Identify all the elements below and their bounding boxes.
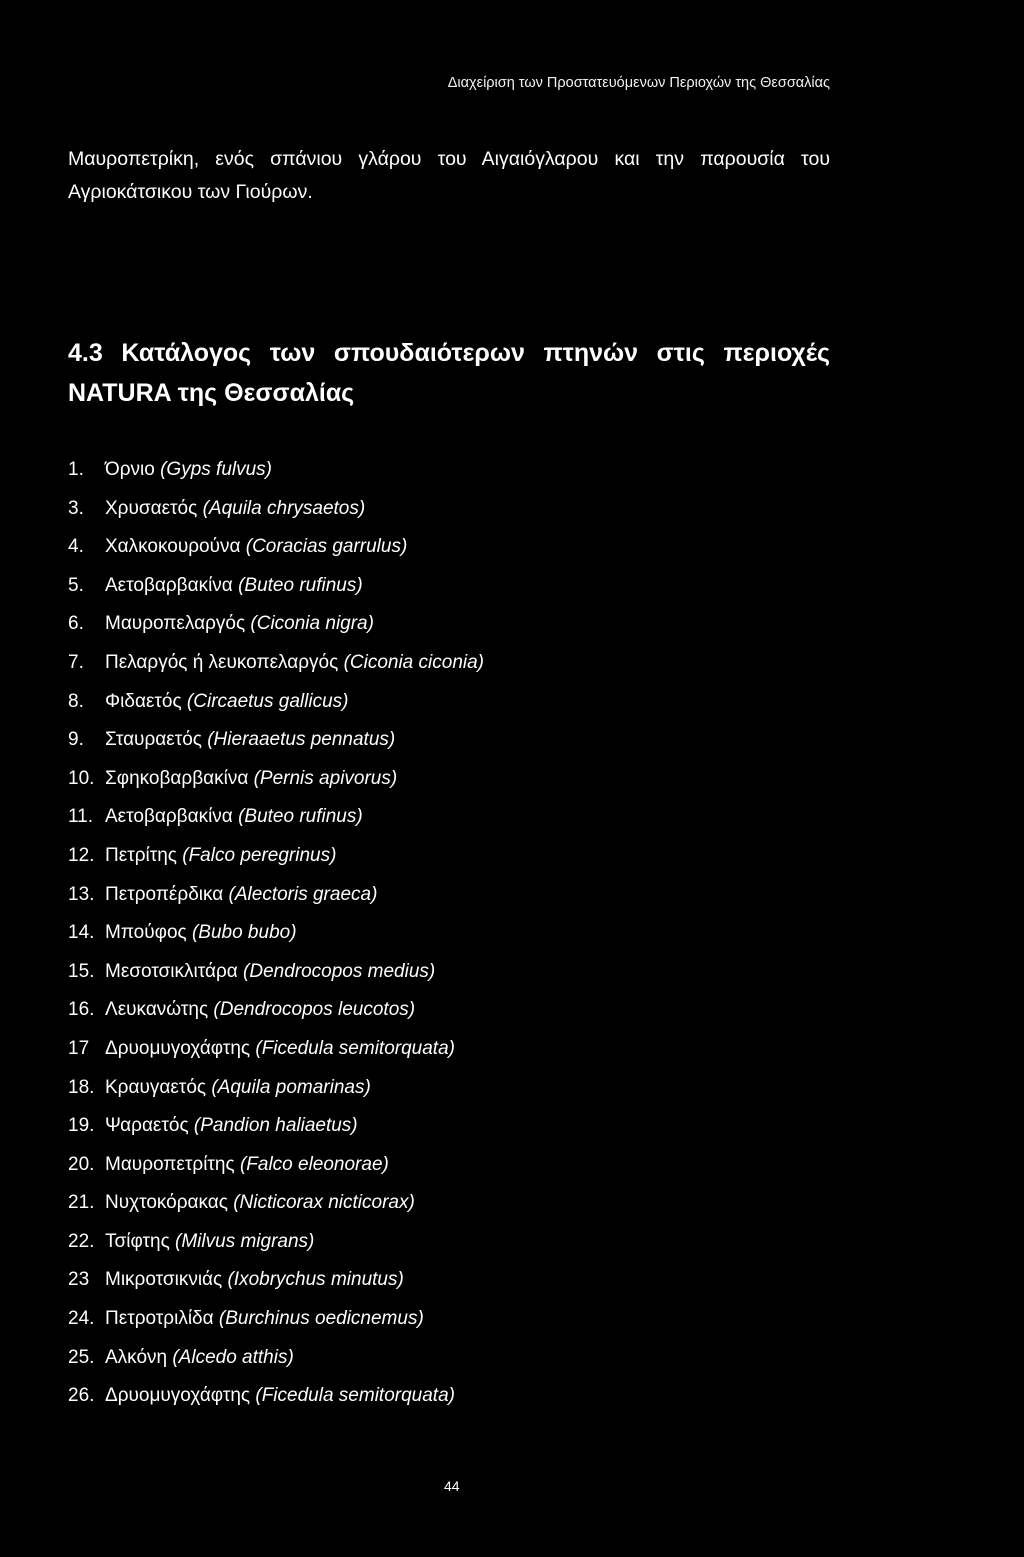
scientific-name: (Pernis apivorus) <box>253 767 398 789</box>
scientific-name: (Alcedo atthis) <box>172 1346 294 1368</box>
common-name: Μαυροπετρίτης <box>105 1153 235 1175</box>
item-text <box>105 456 272 495</box>
scientific-name: (Alectoris graeca) <box>228 883 378 905</box>
item-number: 5. <box>68 574 84 596</box>
list-item <box>68 456 484 495</box>
scientific-name: (Circaetus gallicus) <box>186 690 349 712</box>
item-number: 20. <box>68 1153 95 1175</box>
common-name: Σταυραετός <box>105 729 202 751</box>
scientific-name: (Falco peregrinus) <box>182 844 337 866</box>
list-item <box>68 803 484 842</box>
item-number: 19. <box>68 1115 95 1137</box>
scientific-name: (Ficedula semitorquata) <box>255 1385 455 1407</box>
page-number: 44 <box>444 1478 460 1494</box>
list-item <box>68 765 484 804</box>
item-number: 8. <box>68 690 84 712</box>
item-number: 10. <box>68 767 95 789</box>
list-item <box>68 649 484 688</box>
item-number: 24. <box>68 1308 95 1330</box>
item-number: 16. <box>68 999 95 1021</box>
list-item <box>68 495 484 534</box>
list-item <box>68 1112 484 1151</box>
common-name: Κραυγαετός <box>105 1076 207 1098</box>
common-name: Τσίφτης <box>105 1230 170 1252</box>
scientific-name: (Hieraaetus pennatus) <box>207 729 396 751</box>
list-item <box>68 1382 484 1421</box>
common-name: Χρυσαετός <box>105 497 198 519</box>
scientific-name: (Dendrocopos medius) <box>243 960 436 982</box>
scientific-name: (Milvus migrans) <box>175 1230 315 1252</box>
item-text <box>105 572 363 611</box>
common-name: Φιδαετός <box>105 690 182 712</box>
item-number: 17 <box>68 1037 90 1059</box>
scientific-name: (Coracias garrulus) <box>245 536 408 558</box>
list-item <box>68 610 484 649</box>
common-name: Ψαραετός <box>105 1115 189 1137</box>
scientific-name: (Falco eleonorae) <box>239 1153 389 1175</box>
list-item <box>68 1344 484 1383</box>
item-text <box>105 803 363 842</box>
item-text <box>105 842 336 881</box>
list-item <box>68 881 484 920</box>
item-number: 1. <box>68 459 84 480</box>
list-item <box>68 842 484 881</box>
item-number: 14. <box>68 922 95 944</box>
item-text <box>105 881 377 920</box>
scientific-name: (Pandion haliaetus) <box>193 1115 358 1137</box>
item-text <box>105 533 407 572</box>
item-text <box>105 1074 371 1113</box>
item-number: 26. <box>68 1385 95 1407</box>
list-item <box>68 996 484 1035</box>
item-text <box>105 495 365 534</box>
item-number: 22. <box>68 1230 95 1252</box>
item-text <box>105 1151 389 1190</box>
list-item <box>68 1228 484 1267</box>
list-item <box>68 688 484 727</box>
scientific-name: (Buteo rufinus) <box>238 806 363 828</box>
scientific-name: (Nicticorax nicticorax) <box>233 1192 415 1214</box>
scientific-name: (Bubo bubo) <box>191 922 297 944</box>
item-text <box>105 1382 455 1421</box>
scientific-name: (Aquila pomarinas) <box>211 1076 371 1098</box>
common-name: Πετροτριλίδα <box>105 1308 214 1330</box>
item-number: 23 <box>68 1269 90 1291</box>
list-item <box>68 726 484 765</box>
common-name: Αετοβαρβακίνα <box>105 806 233 828</box>
common-name: Σφηκοβαρβακίνα <box>105 767 249 789</box>
list-item <box>68 1189 484 1228</box>
item-number: 7. <box>68 651 84 673</box>
list-item <box>68 919 484 958</box>
scientific-name: (Dendrocopos leucotos) <box>213 999 416 1021</box>
common-name: Όρνιο <box>105 459 155 480</box>
common-name: Μικροτσικνιάς <box>105 1269 223 1291</box>
common-name: Πελαργός ή λευκοπελαργός <box>105 651 339 673</box>
scientific-name: (Ciconia nigra) <box>250 613 374 635</box>
list-item <box>68 1305 484 1344</box>
item-text <box>105 610 374 649</box>
item-text <box>105 1266 404 1305</box>
common-name: Χαλκοκουρούνα <box>105 536 241 558</box>
section-heading <box>68 333 830 413</box>
item-number: 12. <box>68 844 95 866</box>
item-text <box>105 1189 415 1228</box>
common-name: Λευκανώτης <box>105 999 209 1021</box>
running-header: Διαχείριση των Προστατευόμενων Περιοχών της Θεσσαλίας <box>447 75 830 91</box>
list-item <box>68 958 484 997</box>
section-heading-line1: 4.3 Κατάλογος των σπουδαιότερων πτηνών στις περιοχές <box>68 339 830 367</box>
item-number: 18. <box>68 1076 95 1098</box>
list-item <box>68 1035 484 1074</box>
item-text <box>105 1228 314 1267</box>
item-number: 21. <box>68 1192 95 1214</box>
item-number: 15. <box>68 960 95 982</box>
scientific-name: (Buteo rufinus) <box>238 574 363 596</box>
item-text <box>105 919 297 958</box>
list-item <box>68 533 484 572</box>
scientific-name: (Ciconia ciconia) <box>343 651 485 673</box>
section-heading-line2: NATURA της Θεσσαλίας <box>68 379 355 407</box>
item-text <box>105 726 395 765</box>
item-text <box>105 688 348 727</box>
item-text <box>105 996 415 1035</box>
common-name: Μεσοτσικλιτάρα <box>105 960 238 982</box>
item-text <box>105 1035 455 1074</box>
common-name: Δρυομυγοχάφτης <box>105 1385 251 1407</box>
common-name: Πετρίτης <box>105 844 177 866</box>
item-text <box>105 649 484 688</box>
common-name: Μαυροπελαργός <box>105 613 246 635</box>
scientific-name: (Gyps fulvus) <box>160 459 273 480</box>
common-name: Δρυομυγοχάφτης <box>105 1037 251 1059</box>
scientific-name: (Ficedula semitorquata) <box>255 1037 455 1059</box>
common-name: Αετοβαρβακίνα <box>105 574 233 596</box>
item-number: 11. <box>68 806 94 828</box>
common-name: Αλκόνη <box>105 1346 168 1368</box>
item-text <box>105 1112 358 1151</box>
list-item <box>68 1074 484 1113</box>
list-item <box>68 1266 484 1305</box>
scientific-name: (Burchinus oedicnemus) <box>218 1308 424 1330</box>
list-item <box>68 1151 484 1190</box>
scientific-name: (Ixobrychus minutus) <box>227 1269 404 1291</box>
common-name: Πετροπέρδικα <box>105 883 224 905</box>
item-number: 3. <box>68 497 84 519</box>
item-text <box>105 1344 294 1383</box>
body-paragraph: Μαυροπετρίκη, ενός σπάνιου γλάρου του Αιγαιόγλαρου και την παρουσία του Αγριοκάτσικου των Γιούρων. <box>68 148 830 203</box>
item-number: 13. <box>68 883 95 905</box>
scientific-name: (Aquila chrysaetos) <box>202 497 366 519</box>
item-number: 25. <box>68 1346 95 1368</box>
bird-list <box>68 456 484 1421</box>
common-name: Μπούφος <box>105 922 187 944</box>
item-text <box>105 958 435 997</box>
list-item <box>68 572 484 611</box>
common-name: Νυχτοκόρακας <box>105 1192 228 1214</box>
item-number: 9. <box>68 729 84 751</box>
item-number: 6. <box>68 613 84 635</box>
item-number: 4. <box>68 536 84 558</box>
item-text <box>105 765 397 804</box>
item-text <box>105 1305 424 1344</box>
